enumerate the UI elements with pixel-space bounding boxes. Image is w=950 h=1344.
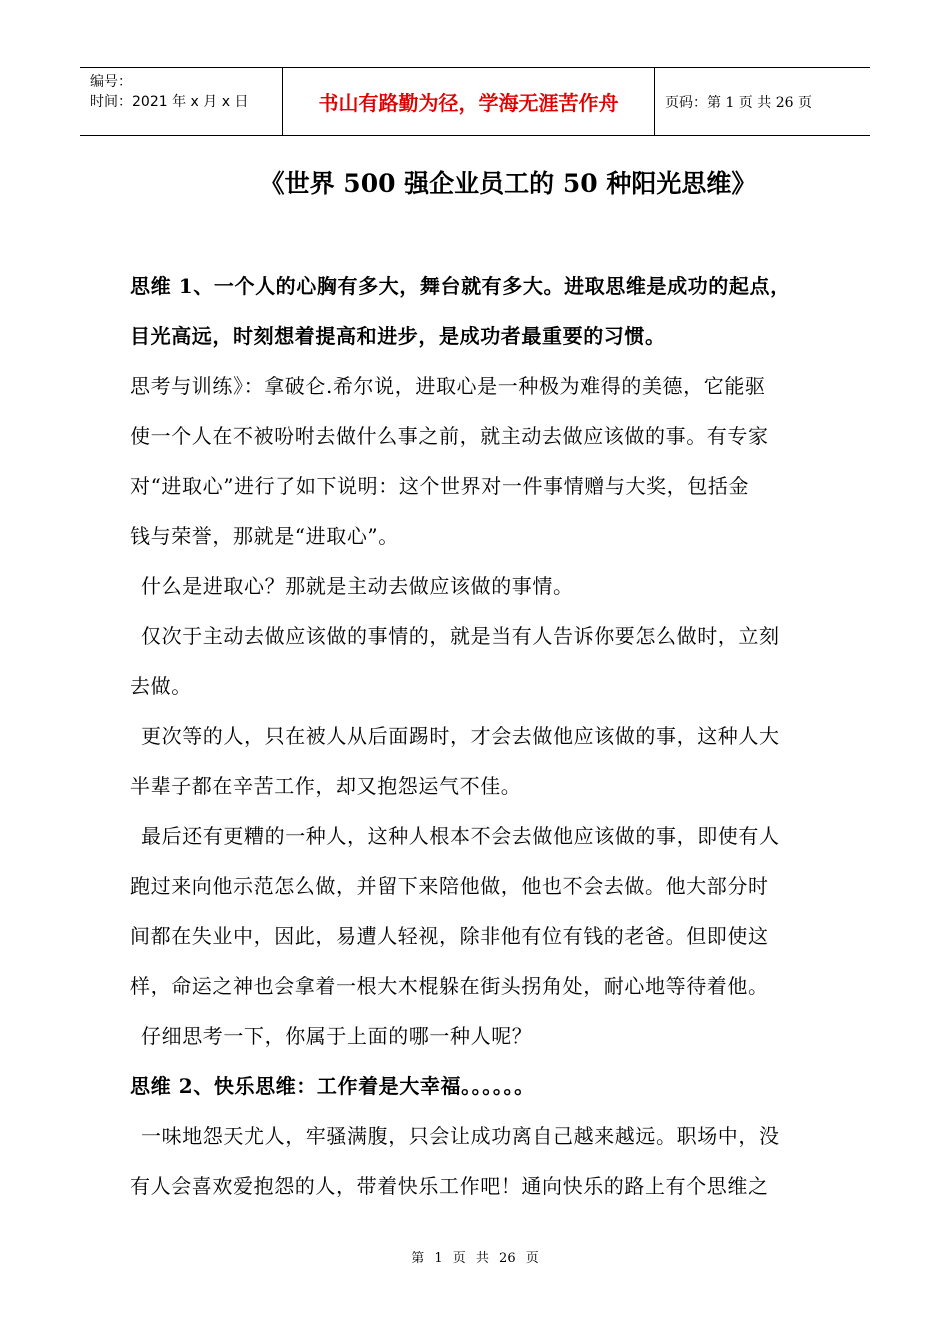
thinking-2-heading: 思维 2、快乐思维：工作着是大幸福。。。。。。 (130, 1074, 535, 1098)
body-line: 使一个人在不被吩咐去做什么事之前，就主动去做应该做的事。有专家 (130, 424, 769, 448)
document-title: 《世界 500 强企业员工的 50 种阳光思维》 (259, 169, 757, 198)
body-line: 钱与荣誉，那就是“进取心”。 (130, 524, 399, 548)
body-line: 更次等的人，只在被人从后面踢时，才会去做他应该做的事，这种人大 (141, 724, 780, 748)
body-line: 仔细思考一下，你属于上面的哪一种人呢？ (141, 1024, 533, 1048)
thinking-1-heading-line-1: 思维 1、一个人的心胸有多大，舞台就有多大。进取思维是成功的起点， (130, 274, 791, 298)
body-line: 有人会喜欢爱抱怨的人，带着快乐工作吧！通向快乐的路上有个思维之 (130, 1174, 769, 1198)
body-line: 思考与训练》：拿破仑.希尔说，进取心是一种极为难得的美德，它能驱 (130, 374, 766, 398)
number-label: 编号： (90, 74, 132, 90)
header-motto: 书山有路勤为径，学海无涯苦作舟 (282, 68, 655, 135)
header-page-info: 页码：第 1 页 共 26 页 (665, 94, 812, 111)
body-line: 去做。 (130, 674, 192, 698)
body-line: 样，命运之神也会拿着一根大木棍躲在街头拐角处，耐心地等待着他。 (130, 974, 769, 998)
body-line: 一味地怨天尤人，牢骚满腹，只会让成功离自己越来越远。职场中，没 (141, 1124, 780, 1148)
document-body (130, 261, 850, 1211)
body-line: 跑过来向他示范怎么做，并留下来陪他做，他也不会去做。他大部分时 (130, 874, 769, 898)
header-table (80, 67, 870, 136)
body-line: 什么是进取心？那就是主动去做应该做的事情。 (141, 574, 574, 598)
thinking-1-heading-line-2: 目光高远，时刻想着提高和进步，是成功者最重要的习惯。 (130, 324, 666, 348)
body-line: 间都在失业中，因此，易遭人轻视，除非他有位有钱的老爸。但即使这 (130, 924, 769, 948)
body-line: 半辈子都在辛苦工作，却又抱怨运气不佳。 (130, 774, 522, 798)
page-footer: 第 1 页 共 26 页 (411, 1251, 539, 1266)
body-line: 仅次于主动去做应该做的事情的，就是当有人告诉你要怎么做时，立刻 (141, 624, 780, 648)
body-line: 最后还有更糟的一种人，这种人根本不会去做他应该做的事，即使有人 (141, 824, 780, 848)
date-label: 时间：2021 年 x 月 x 日 (90, 94, 249, 110)
body-line: 对“进取心”进行了如下说明：这个世界对一件事情赠与大奖，包括金 (130, 474, 750, 498)
header-left-cell (80, 68, 282, 135)
